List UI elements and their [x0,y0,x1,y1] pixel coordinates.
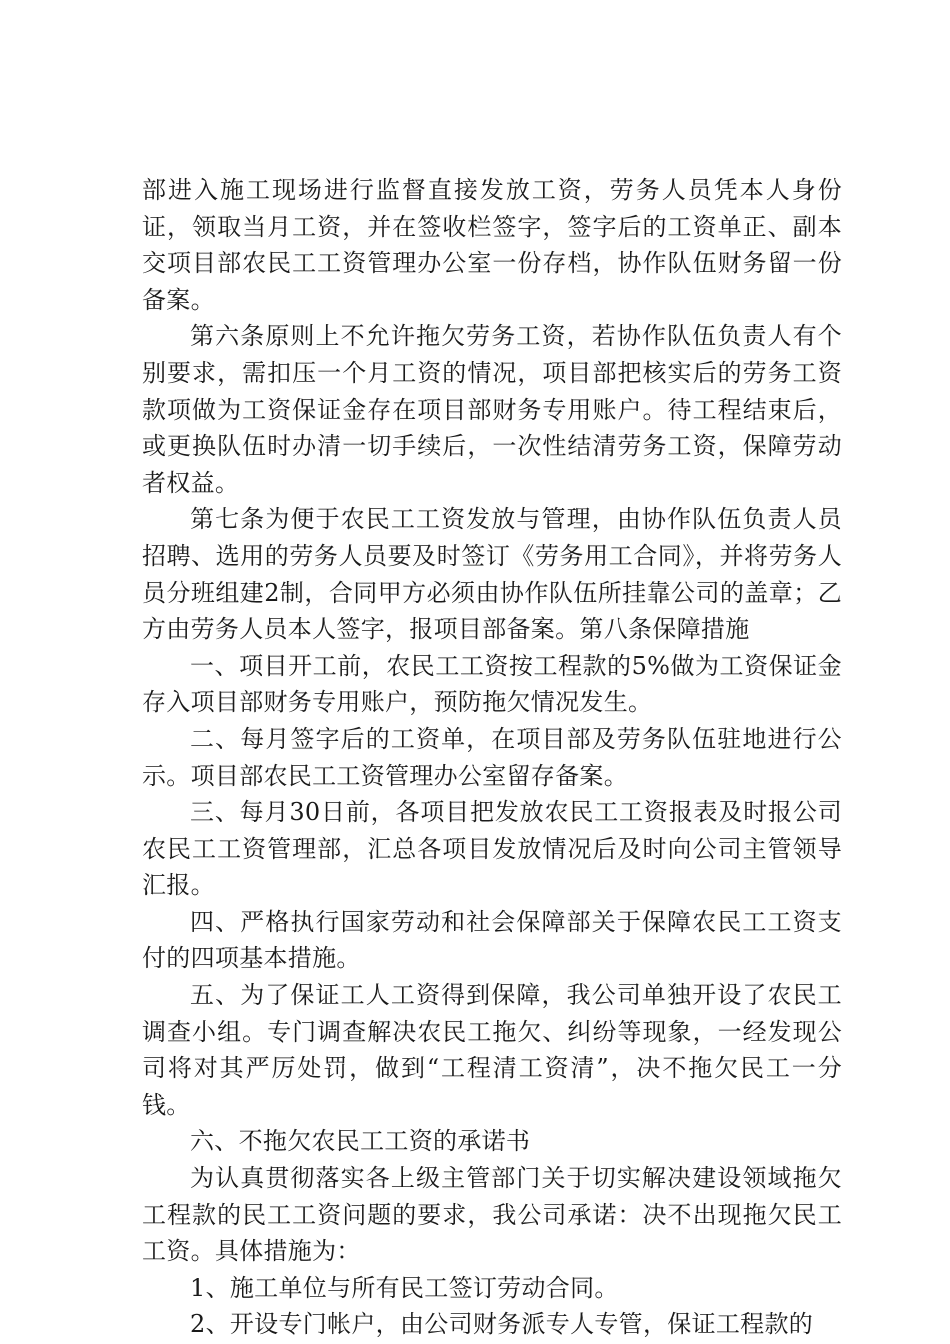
paragraph-commitment-item-2: 2、开设专门帐户，由公司财务派专人专管，保证工程款的 [190,1310,814,1339]
paragraph-measure-2: 二、每月签字后的工资单，在项目部及劳务队伍驻地进行公示。项目部农民工工资管理办公室留存备案。 [142,724,842,790]
paragraph-wage-payment-continued: 部进入施工现场进行监督直接发放工资，劳务人员凭本人身份证，领取当月工资，并在签收栏签字，签字后的工资单正、副本交项目部农民工工资管理办公室一份存档，协作队伍财务留一份备案。 [142,176,842,314]
paragraph-measure-1: 一、项目开工前，农民工工资按工程款的5%做为工资保证金存入项目部财务专用账户，预防拖欠情况发生。 [142,651,842,717]
document-body [142,172,842,1343]
paragraph-measure-5: 五、为了保证工人工资得到保障，我公司单独开设了农民工调查小组。专门调查解决农民工拖欠、纠纷等现象，一经发现公司将对其严厉处罚，做到“工程清工资清”，决不拖欠民工一分钱。 [142,981,842,1119]
paragraph-article-7: 第七条为便于农民工工资发放与管理，由协作队伍负责人员招聘、选用的劳务人员要及时签订《劳务用工合同》，并将劳务人员分班组建2制，合同甲方必须由协作队伍所挂靠公司的盖章；乙方由劳务人员本人签字，报项目部备案。第八条保障措施 [142,505,842,644]
paragraph-measure-3: 三、每月30日前，各项目把发放农民工工资报表及时报公司农民工工资管理部，汇总各项目发放情况后及时向公司主管领导汇报。 [142,798,842,900]
paragraph-article-6: 第六条原则上不允许拖欠劳务工资，若协作队伍负责人有个别要求，需扣压一个月工资的情况，项目部把核实后的劳务工资款项做为工资保证金存在项目部财务专用账户。待工程结束后，或更换队伍时办清一切手续后，一次性结清劳务工资，保障劳动者权益。 [142,322,842,497]
paragraph-commitment-intro: 为认真贯彻落实各上级主管部门关于切实解决建设领域拖欠工程款的民工工资问题的要求，我公司承诺：决不出现拖欠民工工资。具体措施为： [142,1164,842,1266]
section-heading-commitment: 六、不拖欠农民工工资的承诺书 [190,1127,531,1156]
paragraph-measure-4: 四、严格执行国家劳动和社会保障部关于保障农民工工资支付的四项基本措施。 [142,907,842,973]
paragraph-commitment-item-1: 1、施工单位与所有民工签订劳动合同。 [190,1273,619,1302]
